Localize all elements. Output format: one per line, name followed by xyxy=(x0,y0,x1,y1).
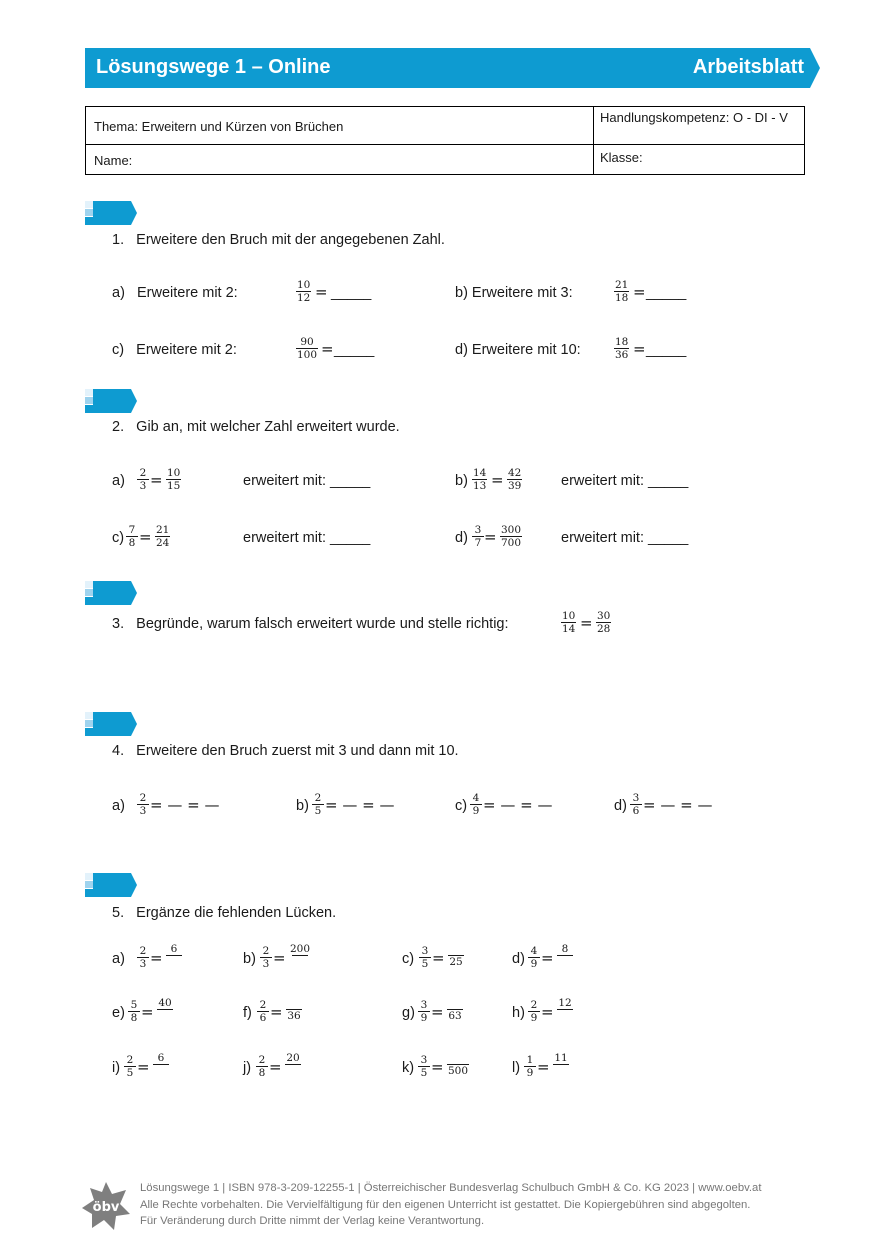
section-marker-icon xyxy=(85,389,137,413)
denominator: 5 xyxy=(124,1066,136,1079)
answer-prompt[interactable]: erweitert mit: _____ xyxy=(243,473,371,489)
fraction xyxy=(614,336,629,361)
blank-chain[interactable]: = — = — xyxy=(643,796,713,814)
equals-sign: = xyxy=(491,471,504,489)
fraction xyxy=(614,279,629,304)
footer-disclaimer: Für Veränderung durch Dritte nimmt der Verlag keine Verantwortung. xyxy=(140,1215,485,1227)
denominator: 14 xyxy=(562,623,576,635)
topic-field: Thema: Erweitern und Kürzen von Brüchen xyxy=(94,119,344,134)
equals-sign: = xyxy=(633,283,646,301)
numerator xyxy=(454,997,456,1009)
task-5-instruction: 5. Ergänze die fehlenden Lücken. xyxy=(112,905,337,921)
fraction xyxy=(472,467,487,492)
task-4d-label: d) xyxy=(614,798,627,814)
denominator xyxy=(557,955,573,968)
numerator xyxy=(457,1052,459,1064)
task-1a-label: a) Erweitere mit 2: xyxy=(112,285,238,301)
numerator: 7 xyxy=(128,524,136,536)
competence-field: Handlungskompetenz: O - DI - V xyxy=(600,110,788,125)
equals-sign: = xyxy=(315,283,328,301)
denominator xyxy=(157,1009,173,1022)
numerator: 12 xyxy=(558,997,572,1009)
task-5k-label: k) xyxy=(402,1060,415,1076)
denominator: 100 xyxy=(297,349,318,361)
footer xyxy=(140,1180,830,1230)
answer-blank[interactable]: _____ xyxy=(646,342,687,358)
equals-sign: = xyxy=(537,1058,550,1076)
denominator: 8 xyxy=(126,536,138,549)
task-5f-label: f) xyxy=(243,1005,252,1021)
equals-sign: = xyxy=(484,528,497,546)
numerator: 42 xyxy=(508,467,522,479)
fill-in-fraction[interactable] xyxy=(553,1052,569,1077)
task-1-instruction: 1. Erweitere den Bruch mit der angegebenen Zahl. xyxy=(112,232,445,248)
fraction xyxy=(296,336,318,361)
blank-chain[interactable]: = — = — xyxy=(325,796,395,814)
oebv-logo xyxy=(80,1180,132,1232)
task-2b-label: b) xyxy=(455,473,468,489)
answer-blank[interactable]: _____ xyxy=(646,285,687,301)
denominator xyxy=(166,955,182,968)
numerator: 8 xyxy=(561,943,569,955)
fraction xyxy=(528,945,540,970)
section-marker-icon xyxy=(85,581,137,605)
answer-prompt[interactable]: erweitert mit: _____ xyxy=(561,473,689,489)
denominator: 63 xyxy=(448,1010,462,1022)
numerator: 5 xyxy=(130,999,138,1011)
fraction xyxy=(596,610,611,635)
task-5d-label: d) xyxy=(512,951,525,967)
numerator: 6 xyxy=(157,1052,165,1064)
fraction xyxy=(166,467,181,492)
header-type: Arbeitsblatt xyxy=(692,56,804,78)
equals-sign: = xyxy=(269,1058,282,1076)
equals-sign: = xyxy=(137,1058,150,1076)
task-5g-label: g) xyxy=(402,1005,415,1021)
task-1d-label: d) Erweitere mit 10: xyxy=(455,342,581,358)
denominator: 13 xyxy=(473,480,487,492)
numerator: 11 xyxy=(554,1052,568,1064)
denominator: 8 xyxy=(256,1066,268,1079)
task-5a-label: a) xyxy=(112,951,125,967)
task-5e-label: e) xyxy=(112,1005,125,1021)
equals-sign: = xyxy=(432,949,445,967)
denominator xyxy=(285,1064,301,1077)
denominator: 36 xyxy=(287,1010,301,1022)
numerator: 20 xyxy=(286,1052,300,1064)
denominator: 9 xyxy=(528,1011,540,1024)
class-field[interactable]: Klasse: xyxy=(600,150,643,165)
task-5l-label: l) xyxy=(512,1060,521,1076)
denominator: 6 xyxy=(257,1011,269,1024)
denominator xyxy=(292,955,308,968)
task-2c-label: c) xyxy=(112,530,125,546)
denominator: 39 xyxy=(508,480,522,492)
equals-sign: = xyxy=(431,1003,444,1021)
task-5c-label: c) xyxy=(402,951,415,967)
denominator: 36 xyxy=(615,349,629,361)
fraction xyxy=(137,792,149,817)
numerator: 90 xyxy=(300,336,314,348)
fraction xyxy=(137,467,149,492)
numerator xyxy=(293,997,295,1009)
numerator: 1 xyxy=(526,1054,534,1066)
task-4c-label: c) xyxy=(455,798,468,814)
denominator: 3 xyxy=(137,957,149,970)
name-field[interactable]: Name: xyxy=(94,153,133,168)
section-marker-icon xyxy=(85,201,137,225)
numerator: 4 xyxy=(530,945,538,957)
denominator: 9 xyxy=(470,804,482,817)
denominator: 5 xyxy=(312,804,324,817)
fraction xyxy=(419,945,431,970)
numerator: 3 xyxy=(420,999,428,1011)
fraction xyxy=(561,610,576,635)
fraction xyxy=(470,792,482,817)
denominator: 9 xyxy=(418,1011,430,1024)
denominator: 15 xyxy=(167,480,181,492)
task-3-instruction: 3. Begründe, warum falsch erweitert wurde und stelle richtig: xyxy=(112,616,509,632)
fill-in-fraction[interactable] xyxy=(286,997,302,1022)
equals-sign: = xyxy=(541,949,554,967)
numerator: 14 xyxy=(473,467,487,479)
task-2-instruction: 2. Gib an, mit welcher Zahl erweitert wurde. xyxy=(112,419,400,435)
denominator: 3 xyxy=(137,479,149,492)
equals-sign: = xyxy=(150,949,163,967)
task-1c-label: c) Erweitere mit 2: xyxy=(112,342,237,358)
fraction xyxy=(507,467,522,492)
denominator: 700 xyxy=(501,537,522,549)
numerator: 21 xyxy=(615,279,629,291)
fraction xyxy=(500,524,522,549)
fill-in-fraction[interactable] xyxy=(289,943,311,968)
numerator: 18 xyxy=(615,336,629,348)
task-1b-label: b) Erweitere mit 3: xyxy=(455,285,573,301)
equals-sign: = xyxy=(321,340,334,358)
header-banner xyxy=(85,48,820,88)
fraction xyxy=(257,999,269,1024)
numerator: 2 xyxy=(139,792,147,804)
numerator: 3 xyxy=(474,524,482,536)
numerator: 2 xyxy=(262,945,270,957)
equals-sign: = xyxy=(141,1003,154,1021)
denominator: 9 xyxy=(524,1066,536,1079)
denominator: 28 xyxy=(597,623,611,635)
fraction xyxy=(256,1054,268,1079)
numerator: 10 xyxy=(167,467,181,479)
task-5h-label: h) xyxy=(512,1005,525,1021)
fraction xyxy=(155,524,170,549)
numerator: 2 xyxy=(139,945,147,957)
answer-prompt[interactable]: erweitert mit: _____ xyxy=(243,530,371,546)
fraction xyxy=(126,524,138,549)
numerator: 40 xyxy=(158,997,172,1009)
blank-chain[interactable]: = — = — xyxy=(483,796,553,814)
denominator: 18 xyxy=(615,292,629,304)
fraction xyxy=(296,279,311,304)
fill-in-fraction[interactable] xyxy=(447,997,463,1022)
numerator: 2 xyxy=(259,999,267,1011)
denominator: 5 xyxy=(419,957,431,970)
fraction xyxy=(472,524,484,549)
fill-in-fraction[interactable] xyxy=(153,1052,169,1077)
fraction xyxy=(524,1054,536,1079)
answer-prompt[interactable]: erweitert mit: _____ xyxy=(561,530,689,546)
fraction xyxy=(128,999,140,1024)
blank-chain[interactable]: = — = — xyxy=(150,796,220,814)
numerator: 2 xyxy=(530,999,538,1011)
section-marker-icon xyxy=(85,873,137,897)
fill-in-fraction[interactable] xyxy=(448,943,464,968)
fill-in-fraction[interactable] xyxy=(166,943,182,968)
answer-blank[interactable]: _____ xyxy=(331,285,372,301)
denominator xyxy=(153,1064,169,1077)
task-5j-label: j) xyxy=(243,1060,252,1076)
task-2d-label: d) xyxy=(455,530,468,546)
denominator: 12 xyxy=(297,292,311,304)
fill-in-fraction[interactable] xyxy=(285,1052,301,1077)
fraction xyxy=(260,945,272,970)
task-4-instruction: 4. Erweitere den Bruch zuerst mit 3 und dann mit 10. xyxy=(112,743,459,759)
denominator: 3 xyxy=(260,957,272,970)
numerator: 300 xyxy=(501,524,522,536)
numerator: 2 xyxy=(258,1054,266,1066)
numerator: 10 xyxy=(562,610,576,622)
answer-blank[interactable]: _____ xyxy=(334,342,375,358)
task-5i-label: i) xyxy=(112,1060,121,1076)
task-4b-label: b) xyxy=(296,798,309,814)
numerator: 200 xyxy=(290,943,311,955)
denominator: 6 xyxy=(630,804,642,817)
table-divider xyxy=(593,107,594,174)
equals-sign: = xyxy=(541,1003,554,1021)
numerator: 3 xyxy=(632,792,640,804)
info-table xyxy=(85,106,805,175)
footer-copyright: Lösungswege 1 | ISBN 978-3-209-12255-1 | Österreichischer Bundesverlag Schulbuch GmbH & Co. KG 2023 | www.oebv.at xyxy=(140,1182,762,1194)
fill-in-fraction[interactable] xyxy=(557,943,573,968)
task-2a-label: a) xyxy=(112,473,125,489)
denominator: 25 xyxy=(449,956,463,968)
denominator: 8 xyxy=(128,1011,140,1024)
header-title: Lösungswege 1 – Online xyxy=(96,56,331,78)
fraction xyxy=(418,999,430,1024)
numerator: 2 xyxy=(139,467,147,479)
equals-sign: = xyxy=(270,1003,283,1021)
numerator: 30 xyxy=(597,610,611,622)
denominator: 5 xyxy=(418,1066,430,1079)
fraction xyxy=(630,792,642,817)
numerator: 3 xyxy=(421,945,429,957)
footer-rights: Alle Rechte vorbehalten. Die Vervielfältigung für den eigenen Unterricht ist gestattet. Die Kopiergebühren sind abgegolten. xyxy=(140,1198,751,1211)
numerator xyxy=(455,943,457,955)
denominator: 24 xyxy=(156,537,170,549)
equals-sign: = xyxy=(273,949,286,967)
section-marker-icon xyxy=(85,712,137,736)
fill-in-fraction[interactable] xyxy=(557,997,573,1022)
numerator: 3 xyxy=(420,1054,428,1066)
equals-sign: = xyxy=(150,471,163,489)
fraction xyxy=(312,792,324,817)
denominator xyxy=(557,1009,573,1022)
equals-sign: = xyxy=(580,614,593,632)
fraction xyxy=(137,945,149,970)
equals-sign: = xyxy=(633,340,646,358)
numerator: 21 xyxy=(156,524,170,536)
fraction xyxy=(124,1054,136,1079)
equals-sign: = xyxy=(431,1058,444,1076)
task-5b-label: b) xyxy=(243,951,256,967)
denominator: 500 xyxy=(448,1065,469,1077)
svg-text:öbv: öbv xyxy=(92,1200,120,1215)
denominator: 7 xyxy=(472,536,484,549)
denominator xyxy=(553,1064,569,1077)
fraction xyxy=(528,999,540,1024)
fill-in-fraction[interactable] xyxy=(447,1052,469,1077)
denominator: 9 xyxy=(528,957,540,970)
numerator: 6 xyxy=(170,943,178,955)
equals-sign: = xyxy=(139,528,152,546)
numerator: 2 xyxy=(126,1054,134,1066)
table-divider xyxy=(86,144,804,145)
denominator: 3 xyxy=(137,804,149,817)
fraction xyxy=(418,1054,430,1079)
numerator: 2 xyxy=(314,792,322,804)
task-4a-label: a) xyxy=(112,798,125,814)
numerator: 4 xyxy=(472,792,480,804)
numerator: 10 xyxy=(297,279,311,291)
fill-in-fraction[interactable] xyxy=(157,997,173,1022)
